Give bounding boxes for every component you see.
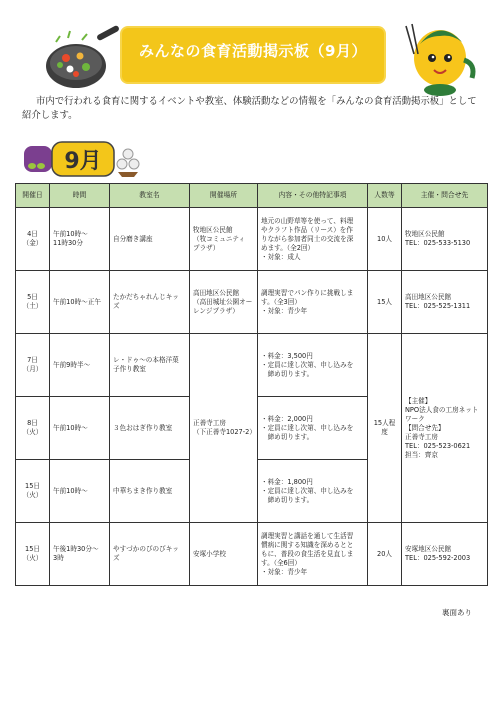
cell-count: 15人 xyxy=(368,271,402,334)
cell-time: 午前10時〜 11時30分 xyxy=(50,208,110,271)
cell-date: 15日 （火） xyxy=(16,523,50,586)
cell-venue: 高田地区公民館 （高田城址公園オー レンジプラザ） xyxy=(190,271,258,334)
cell-date: 8日 （火） xyxy=(16,397,50,460)
column-header-count: 人数等 xyxy=(368,184,402,208)
events-table xyxy=(15,183,488,586)
cell-contact-merged: 【主催】 NPO法人食の工房ネット ワーク 【問合せ先】 正善寺工房 TEL：025-523-0621 担当：齊京 xyxy=(402,334,488,523)
intro-text xyxy=(22,95,482,123)
cell-time: 午前10時〜 xyxy=(50,397,110,460)
cell-class: レ・ドゥ〜の本格洋菓 子作り教室 xyxy=(110,334,190,397)
column-header-venue: 開催場所 xyxy=(190,184,258,208)
month-badge-label: 9月 xyxy=(64,149,102,174)
cell-count-merged: 15人程度 xyxy=(368,334,402,523)
cell-time: 午後1時30分〜 3時 xyxy=(50,523,110,586)
cell-class: やすづかのびのびキッ ズ xyxy=(110,523,190,586)
cell-class: 自分磨き講座 xyxy=(110,208,190,271)
cell-venue-merged: 正善寺工房 （下正善寺1027-2） xyxy=(190,334,258,523)
cell-content: ・料金：3,500円 ・定員に達し次第、申し込みを 締め切ります。 xyxy=(258,334,368,397)
table-row xyxy=(16,523,488,586)
column-header-class: 教室名 xyxy=(110,184,190,208)
cell-time: 午前9時半〜 xyxy=(50,334,110,397)
cell-venue: 牧地区公民館 （牧コミュニティ プラザ） xyxy=(190,208,258,271)
mascot-illustration xyxy=(398,14,478,100)
cell-class: たかだちゃれんじキッ ズ xyxy=(110,271,190,334)
cell-content: ・料金：1,800円 ・定員に達し次第、申し込みを 締め切ります。 xyxy=(258,460,368,523)
cell-content: 調理実習でパン作りに挑戦しま す。（全3回） ・対象：青少年 xyxy=(258,271,368,334)
column-header-time: 時間 xyxy=(50,184,110,208)
cell-count: 10人 xyxy=(368,208,402,271)
cell-count: 20人 xyxy=(368,523,402,586)
month-badge xyxy=(8,140,148,178)
cell-class: ３色おはぎ作り教室 xyxy=(110,397,190,460)
cell-venue: 安塚小学校 xyxy=(190,523,258,586)
cell-time: 午前10時〜 xyxy=(50,460,110,523)
cell-date: 15日 （火） xyxy=(16,460,50,523)
column-header-date: 開催日 xyxy=(16,184,50,208)
cell-date: 7日 （月） xyxy=(16,334,50,397)
table-row xyxy=(16,208,488,271)
cell-date: 4日 （金） xyxy=(16,208,50,271)
cell-content: 調理実習と講話を通して生活習 慣病に関する知識を深めるとと もに、普段の食生活を見直しま す。（全6回） ・対象：青少年 xyxy=(258,523,368,586)
table-row xyxy=(16,271,488,334)
table-row xyxy=(16,334,488,397)
frying-pan-illustration xyxy=(40,22,122,96)
column-header-content: 内容・その他特記事項 xyxy=(258,184,368,208)
cell-contact: 高田地区公民館 TEL：025-525-1311 xyxy=(402,271,488,334)
cell-content: ・料金：2,000円 ・定員に達し次第、申し込みを 締め切ります。 xyxy=(258,397,368,460)
intro-text-body: 市内で行われる食育に関するイベントや教室、体験活動などの情報を「みんなの食育活動掲示板」として紹介します。 xyxy=(22,96,477,121)
cell-date: 5日 （土） xyxy=(16,271,50,334)
page-title: みんなの食育活動掲示板（9月） xyxy=(139,42,367,60)
table-header-row xyxy=(16,184,488,208)
cell-time: 午前10時〜正午 xyxy=(50,271,110,334)
cell-contact: 牧地区公民館 TEL：025-533-5130 xyxy=(402,208,488,271)
back-side-note: 裏面あり xyxy=(442,608,472,617)
cell-class: 中華ちまき作り教室 xyxy=(110,460,190,523)
cell-content: 地元の山野草等を使って、料理 やクラフト作品（リース）を作 りながら参加者同士の交流を深 めます。（全2回） ・対象：成人 xyxy=(258,208,368,271)
cell-contact: 安塚地区公民館 TEL：025-592-2003 xyxy=(402,523,488,586)
column-header-contact: 主催・問合せ先 xyxy=(402,184,488,208)
